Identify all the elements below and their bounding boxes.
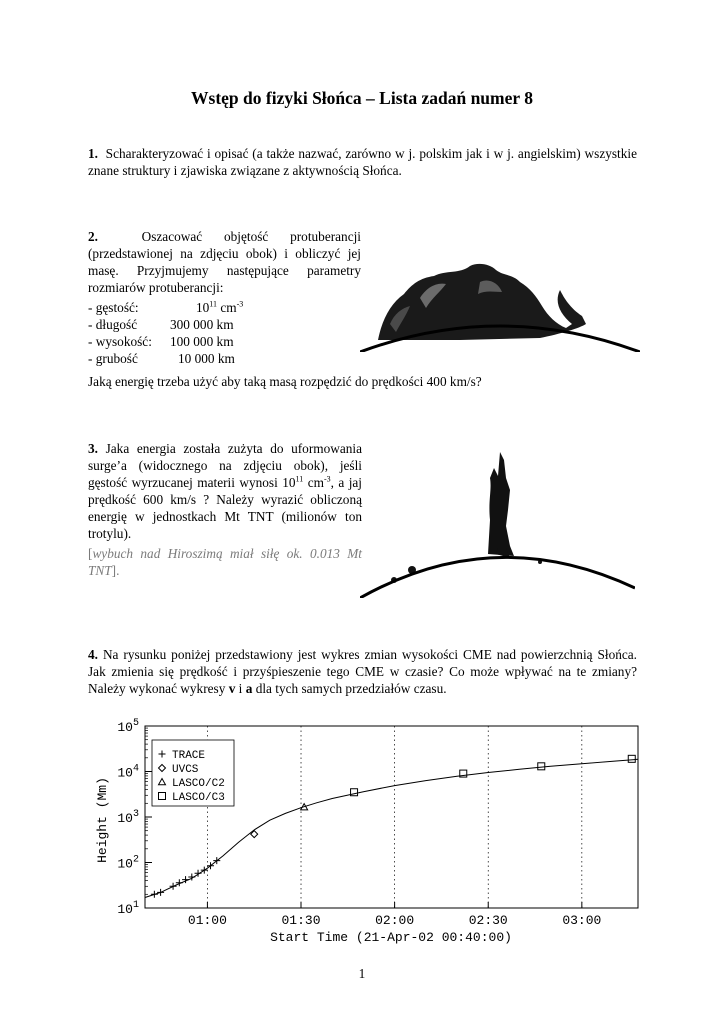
data-point-square xyxy=(628,755,635,762)
param-value: 10 000 km xyxy=(178,351,235,366)
legend-label: LASCO/C3 xyxy=(172,792,225,804)
data-point-plus xyxy=(201,867,208,874)
x-tick-label: 01:00 xyxy=(187,913,227,928)
y-tick-label: $10^5$ xyxy=(117,718,139,735)
page-title: Wstęp do fizyki Słońca – Lista zadań numer 8 xyxy=(191,88,533,108)
task-2-number: 2. xyxy=(88,229,98,244)
y-tick-label: $10^4$ xyxy=(117,763,139,781)
task-3-text-b: , a jaj prędkość 600 km/s ? Należy wyrazić obliczoną energię w jednostkach Mt TNT (milionów ton trotylu). xyxy=(88,475,362,541)
task-3-hint: [wybuch nad Hiroszimą miał siłę ok. 0.013 Mt TNT]. xyxy=(88,546,362,578)
param-value: 100 000 km xyxy=(170,334,234,349)
task-1 xyxy=(88,145,637,179)
data-point-square xyxy=(538,763,545,770)
data-point-plus xyxy=(170,883,177,890)
param-thickness xyxy=(88,350,358,367)
param-label: - gęstość: xyxy=(88,300,139,315)
task-3-density: $10^{11}$ $cm^{-3}$ xyxy=(282,474,331,490)
prominence-image xyxy=(360,262,640,352)
param-label: - wysokość: xyxy=(88,334,152,349)
legend-label: TRACE xyxy=(172,750,206,762)
param-length xyxy=(88,316,358,333)
x-tick-label: 02:30 xyxy=(468,913,508,928)
task-3-number: 3. xyxy=(88,441,98,456)
cme-height-chart xyxy=(88,712,648,952)
param-value: 300 000 km xyxy=(170,317,234,332)
task-4-text-a: Na rysunku poniżej przedstawiony jest wykres zmian wysokości CME nad powierzchnią Słońca. Jak zmienia się prędkość i przyśpieszenie tego CME w czasie? Co może wpływać na te zmiany? Należy wykonać wykresy xyxy=(88,647,637,696)
page-number: 1 xyxy=(358,966,366,981)
task-4-number: 4. xyxy=(88,647,98,662)
y-tick-label: $10^1$ xyxy=(117,900,139,917)
param-density xyxy=(88,299,358,316)
legend xyxy=(152,740,234,806)
task-2-intro xyxy=(88,228,361,296)
legend-label: UVCS xyxy=(172,764,199,776)
param-value: $10^{11}$ $cm^{-3}$ xyxy=(196,299,244,315)
y-axis-label: Height (Mm) xyxy=(95,777,110,863)
task-3-text-a: Jaka energia została zużyta do uformowania surge’a (widocznego na zdjęciu obok), jeśli gęstość wyrzucanej materii wynosi xyxy=(88,441,363,490)
y-tick-label: $10^2$ xyxy=(117,854,139,872)
x-tick-label: 02:00 xyxy=(375,913,415,928)
solar-limb xyxy=(360,557,635,598)
task-1-text: Scharakteryzować i opisać (a także nazwać, zarówno w j. polskim jak i w j. angielskim) wszystkie znane struktury i zjawiska związane z aktywnością Słońca. xyxy=(88,146,637,178)
data-point-plus xyxy=(151,891,158,898)
task-4: 4. Na rysunku poniżej przedstawiony jest wykres zmian wysokości CME nad powierzchnią Słońca. Jak zmienia się prędkość i przyśpieszenie tego CME w czasie? Co może wpływać na te zmiany? Należy wykonać wykresy v i a dla tych samych przedziałów czasu. xyxy=(88,647,637,696)
surge-shape xyxy=(391,452,542,583)
x-tick-label: 03:00 xyxy=(562,913,602,928)
task-2-question: Jaką energię trzeba użyć aby taką masą rozpędzić do prędkości 400 km/s? xyxy=(88,374,482,389)
legend-label: LASCO/C2 xyxy=(172,778,225,790)
surge-image xyxy=(360,430,635,598)
task-1-number: 1. xyxy=(88,146,98,161)
task-3 xyxy=(88,440,362,542)
task-2-intro-text: Oszacować objętość protuberancji (przedstawionej na zdjęciu obok) i obliczyć jej masę. Przyjmujemy następujące parametry rozmiarów protuberancji: xyxy=(88,229,361,295)
y-tick-label: $10^3$ xyxy=(117,809,139,826)
param-label: - długość xyxy=(88,317,138,332)
task-2-parameters xyxy=(88,299,358,367)
param-height xyxy=(88,333,358,350)
param-label: - grubość xyxy=(88,351,138,366)
x-axis-label: Start Time (21-Apr-02 00:40:00) xyxy=(270,930,512,945)
x-tick-label: 01:30 xyxy=(281,913,321,928)
data-point-plus xyxy=(157,889,164,896)
task-4-text-b: dla tych samych przedziałów czasu. xyxy=(255,681,447,696)
